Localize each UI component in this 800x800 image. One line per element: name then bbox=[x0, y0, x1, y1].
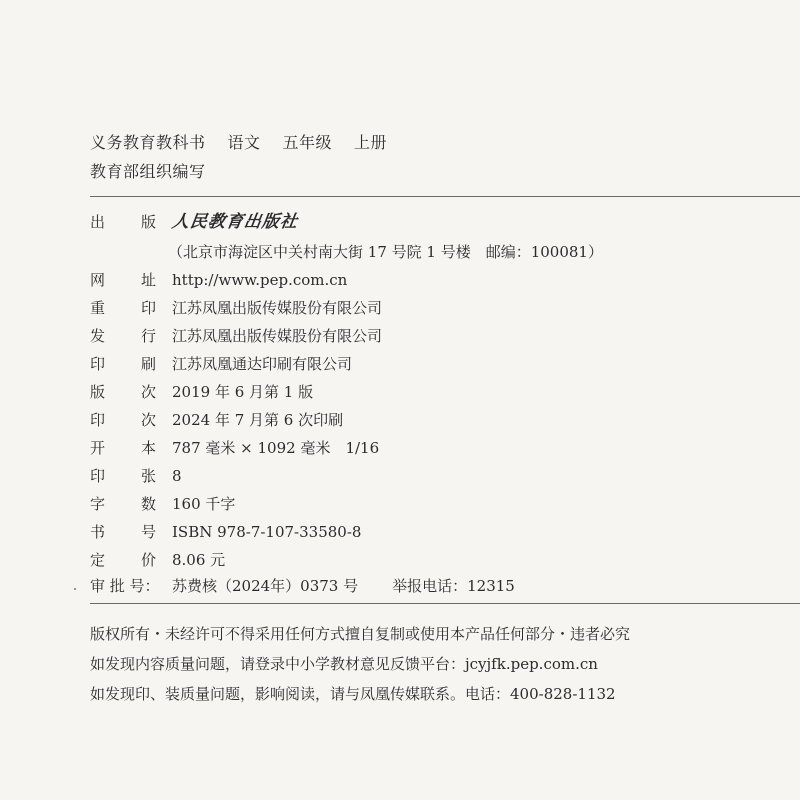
address-value: （北京市海淀区中关村南大街 17 号院 1 号楼 邮编：100081） bbox=[168, 243, 603, 261]
report-hotline: 举报电话：12315 bbox=[392, 577, 515, 595]
top-divider bbox=[90, 196, 800, 197]
impression-value: 2024 年 7 月第 6 次印刷 bbox=[172, 411, 344, 429]
volume-name: 上册 bbox=[354, 133, 388, 152]
row-label: 发 行 bbox=[90, 327, 156, 345]
row-label: 印 次 bbox=[90, 411, 156, 429]
copyright-notice: 版权所有・未经许可不得采用任何方式擅自复制或使用本产品任何部分・违者必究 bbox=[90, 625, 631, 643]
row-label: 网 址 bbox=[90, 271, 156, 289]
row-label: 印 刷 bbox=[90, 355, 156, 373]
book-title bbox=[90, 130, 387, 153]
row-label: 开 本 bbox=[90, 439, 156, 457]
publisher-logo: 人民教育出版社 bbox=[170, 212, 300, 232]
row-value bbox=[172, 210, 298, 234]
approval-number: 苏费核（2024年）0373 号 bbox=[172, 577, 359, 595]
row-label: 定 价 bbox=[90, 551, 156, 569]
sheets-value: 8 bbox=[172, 467, 182, 485]
print-quality-notice: 如发现印、装质量问题，影响阅读，请与凤凰传媒联系。电话：400-828-1132 bbox=[90, 685, 616, 703]
row-label: 字 数 bbox=[90, 495, 156, 513]
format-value: 787 毫米 × 1092 毫米 1/16 bbox=[172, 439, 380, 457]
content-feedback-notice: 如发现内容质量问题，请登录中小学教材意见反馈平台：jcyjfk.pep.com.cn bbox=[90, 655, 598, 673]
subject-name: 语文 bbox=[227, 133, 261, 152]
reprint-value: 江苏凤凰出版传媒股份有限公司 bbox=[172, 299, 383, 317]
row-label: 重 印 bbox=[90, 299, 156, 317]
isbn-value: ISBN 978-7-107-33580-8 bbox=[172, 523, 362, 541]
word-count-value: 160 千字 bbox=[172, 495, 236, 513]
approval-label: 审 批 号： bbox=[90, 577, 160, 595]
row-label: 版 次 bbox=[90, 383, 156, 401]
printing-value: 江苏凤凰通达印刷有限公司 bbox=[172, 355, 353, 373]
price-value: 8.06 元 bbox=[172, 551, 226, 569]
website-value: http://www.pep.com.cn bbox=[172, 271, 348, 289]
approval-value bbox=[172, 574, 515, 598]
row-label: 出 版 bbox=[90, 213, 156, 231]
series-name: 义务教育教科书 bbox=[90, 133, 206, 152]
print-speck bbox=[74, 588, 76, 590]
row-label: 书 号 bbox=[90, 523, 156, 541]
editor-line: 教育部组织编写 bbox=[90, 162, 206, 181]
distribution-value: 江苏凤凰出版传媒股份有限公司 bbox=[172, 327, 383, 345]
grade-name: 五年级 bbox=[282, 133, 333, 152]
edition-value: 2019 年 6 月第 1 版 bbox=[172, 383, 314, 401]
row-label: 印 张 bbox=[90, 467, 156, 485]
bottom-divider bbox=[90, 603, 800, 604]
